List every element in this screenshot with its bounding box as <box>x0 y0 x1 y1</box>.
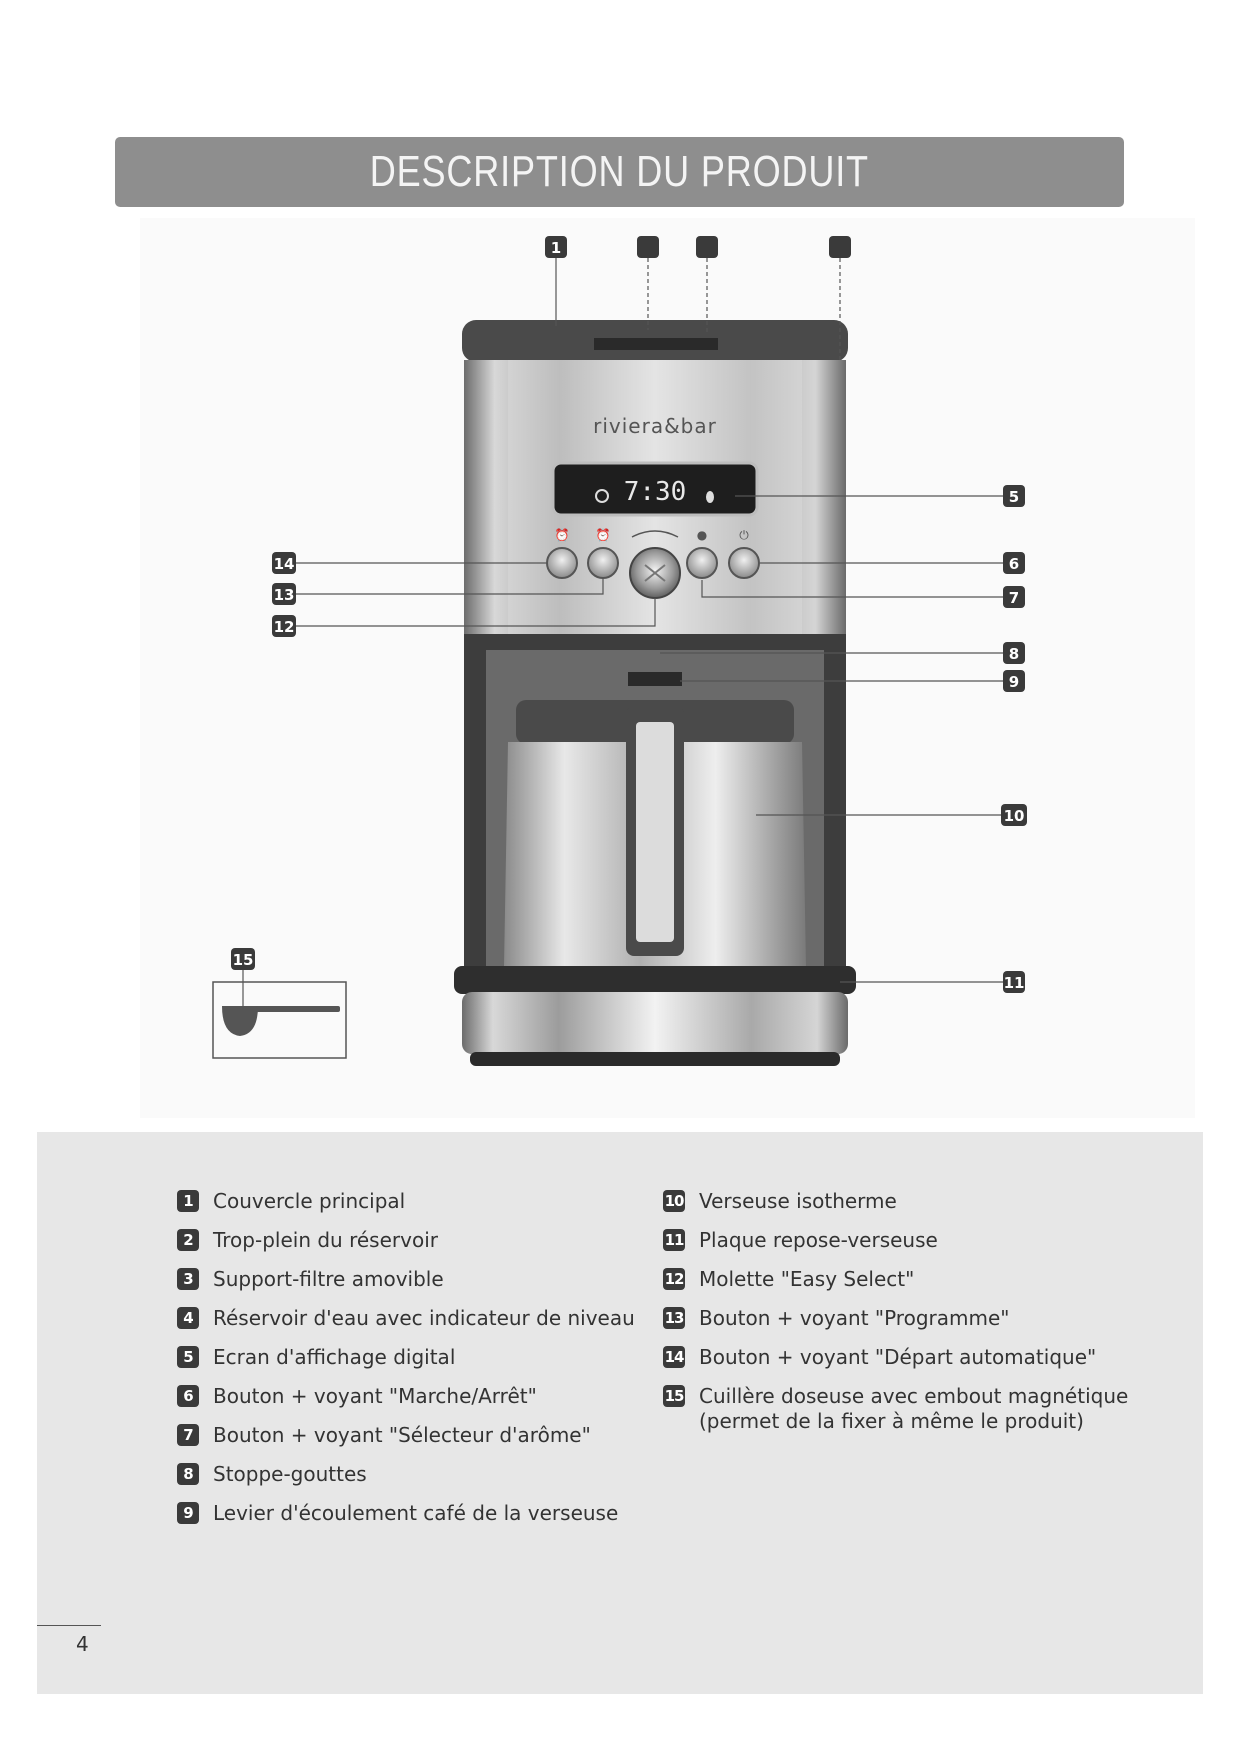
legend-item <box>663 1267 1128 1292</box>
legend-item <box>663 1189 1128 1214</box>
auto-start-button[interactable] <box>547 548 577 578</box>
legend-label: Stoppe-gouttes <box>213 1462 367 1486</box>
legend-badge: 15 <box>664 1387 684 1405</box>
legend-item <box>663 1228 1128 1253</box>
legend-badge: 14 <box>664 1348 684 1366</box>
legend-badge: 1 <box>177 1190 199 1212</box>
callout-number-5: 5 <box>1008 488 1020 506</box>
legend-label: Molette "Easy Select" <box>699 1267 915 1291</box>
callout-badge-2 <box>637 236 659 258</box>
legend-label: Bouton + voyant "Départ automatique" <box>699 1345 1097 1369</box>
legend-item <box>177 1384 635 1409</box>
spoon-handle <box>256 1006 340 1012</box>
section-header <box>115 137 1124 207</box>
legend-badge: 5 <box>177 1346 199 1368</box>
power-button[interactable] <box>729 548 759 578</box>
legend-badge: 10 <box>664 1192 684 1210</box>
warming-plate <box>454 966 856 994</box>
display-time: 7:30 <box>623 477 687 507</box>
legend-item <box>663 1384 1128 1434</box>
legend-label: Bouton + voyant "Programme" <box>699 1306 1010 1330</box>
section-title: DESCRIPTION DU PRODUIT <box>369 147 870 196</box>
alarm-icon: ⏰ <box>554 528 570 542</box>
callout-number-6: 6 <box>1008 555 1020 573</box>
legend-label: Bouton + voyant "Marche/Arrêt" <box>213 1384 537 1408</box>
callout-number-13: 13 <box>273 586 295 604</box>
legend-item <box>177 1345 635 1370</box>
page-number-rule <box>37 1625 101 1626</box>
base-foot <box>470 1052 840 1066</box>
brand-logo: riviera&bar <box>593 414 717 438</box>
product-diagram <box>0 210 1241 1130</box>
legend-item <box>177 1462 635 1487</box>
legend-badge: 11 <box>664 1231 684 1249</box>
callout-number-1: 1 <box>550 239 562 257</box>
carafe-handle-inner <box>636 722 674 942</box>
legend-column-right <box>663 1189 1128 1448</box>
callout-number-8: 8 <box>1008 645 1020 663</box>
legend-label: Plaque repose-verseuse <box>699 1228 938 1252</box>
callout-number-10: 10 <box>1003 807 1025 825</box>
legend-label: Bouton + voyant "Sélecteur d'arôme" <box>213 1423 591 1447</box>
legend-item <box>177 1189 635 1214</box>
callout-number-14: 14 <box>273 555 295 573</box>
callout-number-12: 12 <box>273 618 295 636</box>
legend-label: Réservoir d'eau avec indicateur de niveau <box>213 1306 635 1330</box>
legend-badge: 2 <box>177 1229 199 1251</box>
legend-badge: 3 <box>177 1268 199 1290</box>
callout-number-9: 9 <box>1008 673 1020 691</box>
machine-base <box>462 992 848 1054</box>
callout-number-15: 15 <box>232 951 254 969</box>
legend-badge: 4 <box>177 1307 199 1329</box>
callout-number-7: 7 <box>1008 589 1020 607</box>
bean-icon: ● <box>696 528 708 542</box>
callout-badge-4 <box>829 236 851 258</box>
legend-badge: 13 <box>664 1309 684 1327</box>
legend-item <box>663 1306 1128 1331</box>
drip-stop <box>628 672 682 686</box>
legend-label: Support-filtre amovible <box>213 1267 444 1291</box>
legend-item <box>177 1228 635 1253</box>
legend-badge: 7 <box>177 1424 199 1446</box>
legend-item <box>177 1423 635 1448</box>
legend-label: Ecran d'affichage digital <box>213 1345 456 1369</box>
callout-badge-3 <box>696 236 718 258</box>
legend-item <box>177 1501 635 1526</box>
legend-column-left <box>177 1189 635 1540</box>
legend-item <box>177 1267 635 1292</box>
program-button[interactable] <box>588 548 618 578</box>
legend-item <box>663 1345 1128 1370</box>
legend-badge: 8 <box>177 1463 199 1485</box>
legend-badge: 12 <box>664 1270 684 1288</box>
parts-legend <box>37 1132 1203 1694</box>
legend-label: Trop-plein du réservoir <box>213 1228 438 1252</box>
aroma-button[interactable] <box>687 548 717 578</box>
legend-badge: 6 <box>177 1385 199 1407</box>
legend-label: Levier d'écoulement café de la verseuse <box>213 1501 619 1525</box>
callout-number-11: 11 <box>1003 974 1025 992</box>
display-bean-icon <box>706 491 714 503</box>
legend-label: Cuillère doseuse avec embout magnétique (permet de la fixer à même le produit) <box>699 1384 1129 1433</box>
legend-label: Verseuse isotherme <box>699 1189 897 1213</box>
legend-item <box>177 1306 635 1331</box>
power-icon: ⏻ <box>739 528 749 542</box>
program-icon: ⏰ <box>595 528 611 542</box>
page-number: 4 <box>76 1632 89 1656</box>
legend-badge: 9 <box>177 1502 199 1524</box>
lid-handle <box>594 338 718 350</box>
legend-label: Couvercle principal <box>213 1189 406 1213</box>
